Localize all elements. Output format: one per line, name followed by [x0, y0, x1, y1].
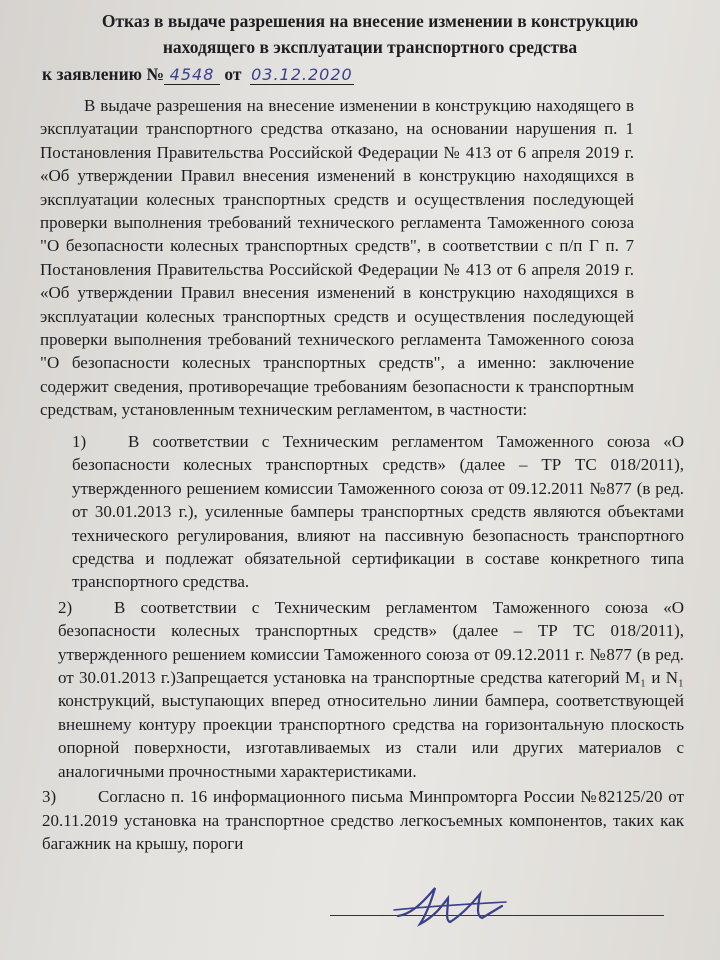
application-reference	[42, 64, 354, 85]
body-paragraph: В выдаче разрешения на внесение изменении в конструкцию находящего в эксплуатации транспортного средства отказано, на основании нарушения п. 1 Постановления Правительства Российской Федерации № 413 от 6 апреля 2019 г. «Об утверждении Правил внесения изменений в конструкцию находящихся в эксплуатации колесных транспортных средств и осуществления последующей проверки выполнения требований технического регламента Таможенного союза "О безопасности колесных транспортных средств", в соответствии с п/п Г п. 7 Постановления Правительства Российской Федерации № 413 от 6 апреля 2019 г. «Об утверждении Правил внесения изменений в конструкцию находящихся в эксплуатации колесных транспортных средств и осуществления последующей проверки выполнения требований технического регламента Таможенного союза "О безопасности колесных транспортных средств", а именно: заключение содержит сведения, противоречащие требованиям безопасности к транспортным средствам, установленным техническим регламентом, в частности:	[40, 96, 634, 420]
list-item	[42, 785, 684, 855]
reference-prefix: к заявлению №	[42, 64, 165, 84]
refusal-body	[40, 94, 634, 422]
item-text: Согласно п. 16 информационного письма Минпромторга России №82125/20 от 20.11.2019 установка на транспортное средство легкосъемных компонентов, таких как багажник на крышу, пороги	[42, 787, 684, 853]
list-item	[58, 596, 684, 783]
handwritten-application-number: 4548	[164, 65, 220, 85]
document-title: Отказ в выдаче разрешения на внесение изменении в конструкцию находящего в эксплуатации транспортного средства	[101, 11, 639, 57]
item-number: 2)	[58, 597, 73, 617]
handwritten-signature	[390, 876, 510, 936]
violations-list	[42, 430, 684, 857]
item-number: 1)	[72, 432, 87, 451]
item-text: В соответствии с Техническим регламентом Таможенного союза «О безопасности колесных транспортных средств» (далее – ТР ТС 018/2011), утвержденного решением комиссии Таможенного союза от 09.12.2011 г. №877 (в ред. от 30.01.2013 г.)Запрещается установка на транспортные средства категорий M₁ и N₁ конструкций, выступающих вперед относительно линии бампера, соответствующей внешнему контуру проекции транспортного средства на горизонтальную плоскость опорной поверхности, изготавливаемых из стали или других материалов с аналогичными прочностными характеристиками.	[58, 597, 684, 781]
handwritten-application-date: 03.12.2020	[251, 65, 353, 84]
item-number: 3)	[42, 787, 57, 807]
list-item	[72, 430, 684, 594]
reference-from: от	[224, 64, 242, 84]
item-text: В соответствии с Техническим регламентом Таможенного союза «О безопасности колесных транспортных средств» (далее – ТР ТС 018/2011), утвержденного решением комиссии Таможенного союза от 09.12.2011 №877 (в ред. от 30.01.2013 г.), усиленные бамперы транспортных средств являются объектами технического регулирования, влияют на пассивную безопасность транспортного средства и подлежат обязательной сертификации в составе конкретного типа транспортного средства.	[72, 432, 684, 592]
